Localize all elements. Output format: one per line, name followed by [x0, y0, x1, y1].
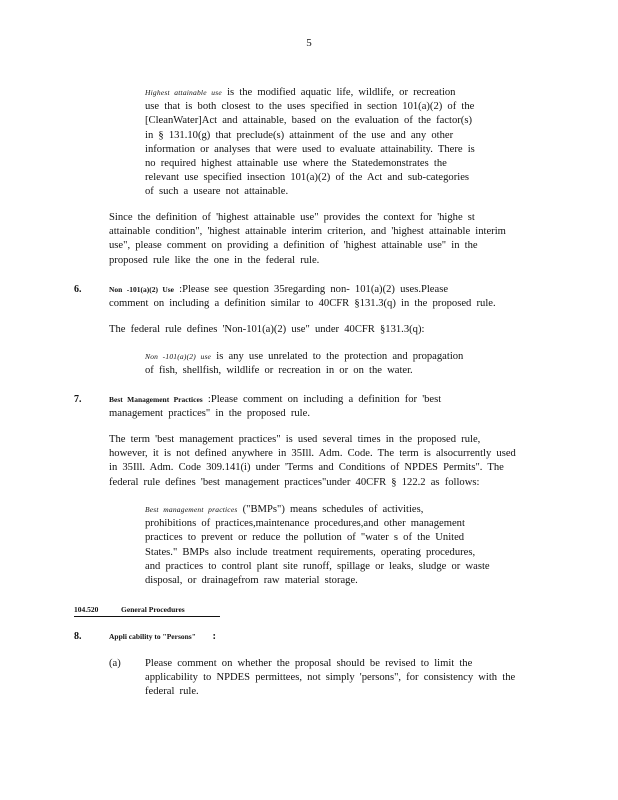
item-7-text: :Please comment on including a definition for 'best — [207, 394, 442, 405]
definition-line: information or analyses that were used to evaluate attainability. There is — [145, 143, 475, 155]
defined-term: Non -101(a)(2) use — [145, 352, 212, 361]
definition-line: [CleanWater]Act and attainable, based on the evaluation of the factor(s) — [145, 115, 472, 127]
definition-line: of such a useare not attainable. — [145, 186, 289, 198]
definition-highest-attainable-use — [145, 86, 505, 200]
definition-line: disposal, or drainagefrom raw material storage. — [145, 575, 358, 587]
definition-non-101 — [145, 350, 505, 378]
definition-first-line — [145, 503, 505, 517]
definition-line: use that is both closest to the uses specified in section 101(a)(2) of the — [145, 101, 475, 113]
item-7-first-line — [109, 393, 549, 407]
paragraph-line: in 35Ill. Adm. Code 309.141(i) under 'Terms and Conditions of NPDES Permits". The — [109, 462, 504, 474]
definition-line: prohibitions of practices,maintenance procedures,and other management — [145, 518, 465, 530]
item-8-heading: Appli cability to "Persons" — [109, 632, 196, 641]
subitem-a — [145, 657, 545, 700]
definition-first-line — [145, 86, 505, 100]
definition-line: in § 131.10(g) that preclude(s) attainment of the use and any other — [145, 129, 454, 141]
definition-bmp — [145, 503, 505, 588]
definition-line: no required highest attainable use where the Statedemonstrates the — [145, 158, 447, 170]
item-number-8: 8. — [74, 631, 82, 642]
paragraph-line: proposed rule like the one in the federal rule. — [109, 254, 320, 266]
section-title: General Procedures — [121, 605, 185, 614]
paragraph-line: use", please comment on providing a definition of 'highest attainable use" in the — [109, 240, 478, 252]
definition-line: practices to prevent or reduce the pollution of "water s of the United — [145, 532, 465, 544]
item-8-colon: : — [212, 631, 217, 642]
item-7-paragraph — [109, 433, 549, 490]
page-number: 5 — [306, 37, 312, 49]
paragraph-line: applicability to NPDES permittees, not simply 'persons", for consistency with the — [145, 672, 516, 684]
section-number: 104.520 — [74, 605, 99, 614]
item-6-first-line — [109, 283, 549, 297]
paragraph-line: The term 'best management practices" is used several times in the proposed rule, — [109, 434, 481, 445]
defined-term: Best management practices — [145, 505, 238, 514]
item-6 — [109, 283, 549, 311]
definition-line: and practices to control plant site runoff, spillage or leaks, sludge or waste — [145, 560, 490, 572]
item-number-7: 7. — [74, 394, 82, 405]
item-6-text: :Please see question 35regarding non- 101(a)(2) uses.Please — [179, 284, 449, 295]
paragraph-line: federal rule defines 'best management practices"under 40CFR § 122.2 as follows: — [109, 476, 480, 488]
definition-text: ("BMPs") means schedules of activities, — [242, 504, 424, 515]
item-7-second-line: management practices" in the proposed rule. — [109, 408, 310, 420]
definition-line: of fish, shellfish, wildlife or recreation in or on the water. — [145, 365, 413, 377]
definition-line: States." BMPs also include treatment requirements, operating procedures, — [145, 546, 476, 558]
paragraph-line: attainable condition", 'highest attainable interim criterion, and 'highest attainable interim — [109, 226, 506, 238]
paragraph-line: however, it is not defined anywhere in 35Ill. Adm. Code. The term is alsocurrently used — [109, 448, 516, 460]
definition-text: is any use unrelated to the protection and propagation — [216, 351, 464, 362]
paragraph-line: federal rule. — [145, 686, 199, 698]
definition-first-line — [145, 350, 505, 364]
defined-term: Highest attainable use — [145, 88, 222, 97]
item-8-heading-line — [109, 630, 216, 644]
definition-text: is the modified aquatic life, wildlife, or recreation — [227, 87, 456, 98]
definition-line: relevant use specified insection 101(a)(2) of the Act and sub-categories — [145, 172, 470, 184]
item-6-federal: The federal rule defines 'Non-101(a)(2) use" under 40CFR §131.3(q): — [109, 324, 425, 335]
item-number-6: 6. — [74, 284, 82, 295]
item-7-heading: Best Management Practices — [109, 395, 203, 404]
section-heading-underline — [74, 616, 220, 617]
paragraph-since — [109, 211, 549, 268]
paragraph-line: Since the definition of 'highest attainable use" provides the context for 'highe st — [109, 212, 475, 223]
subitem-a-label: (a) — [109, 658, 121, 669]
item-6-second-line: comment on including a definition similar to 40CFR §131.3(q) in the proposed rule. — [109, 298, 496, 310]
item-7 — [109, 393, 549, 421]
item-6-heading: Non -101(a)(2) Use — [109, 285, 174, 294]
paragraph-line: Please comment on whether the proposal should be revised to limit the — [145, 658, 473, 669]
